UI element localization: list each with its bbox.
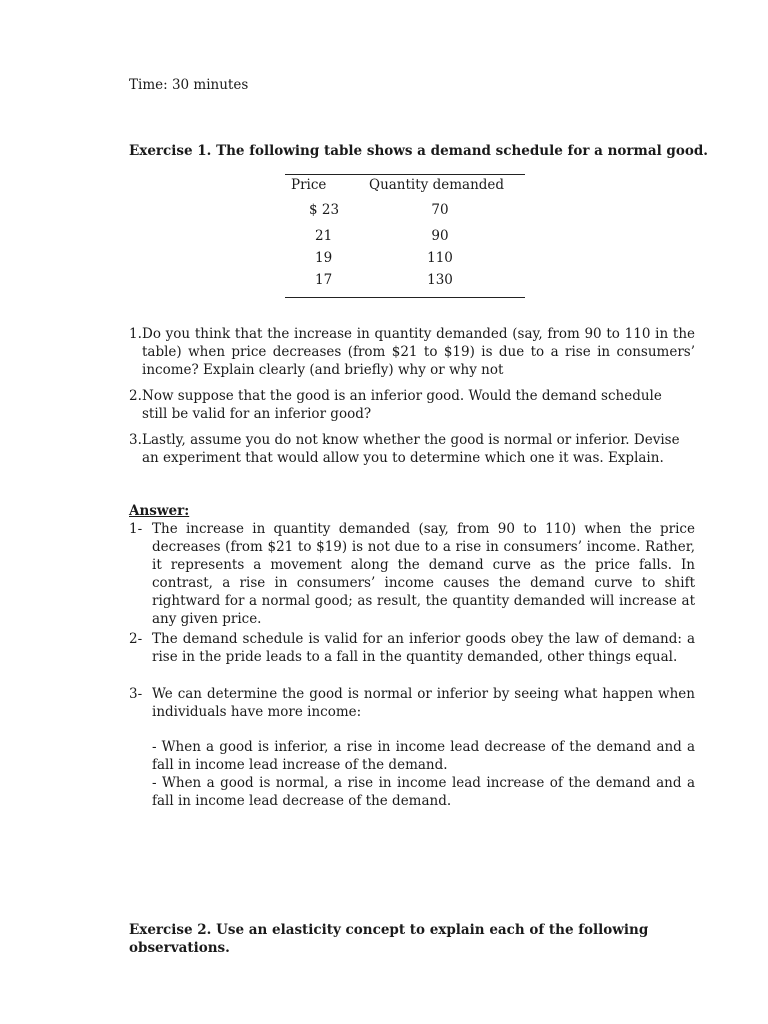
quantity-cell: 70 xyxy=(431,202,449,218)
demand-schedule-table xyxy=(285,174,525,298)
table-header-row xyxy=(285,175,525,195)
answer-heading: Answer: xyxy=(129,503,190,519)
question-item xyxy=(129,431,695,467)
exercise-1-questions xyxy=(129,325,695,475)
price-column-header: Price xyxy=(291,177,327,193)
price-cell: 17 xyxy=(315,272,333,288)
answer-bullet-normal: - When a good is normal, a rise in income lead increase of the demand and a fall in income lead decrease of the demand. xyxy=(152,775,695,809)
quantity-column-header: Quantity demanded xyxy=(369,177,505,193)
table-row xyxy=(285,195,525,221)
table-row xyxy=(285,221,525,243)
price-cell: 21 xyxy=(315,228,333,244)
question-item xyxy=(129,325,695,379)
answer-text: The increase in quantity demanded (say, from 90 to 110) when the price decreases (from $21 to $19) is not due to a rise in consumers’ income. Rather, it represents a movement along the demand curve as the price falls. In contrast, a rise in consumers’ income causes the demand curve to shift rightward for a normal good; as result, the quantity demanded will increase at any given price. xyxy=(152,521,695,627)
exercise-2-heading: Exercise 2. Use an elasticity concept to explain each of the following observations. xyxy=(129,922,649,956)
exercise-1-heading: Exercise 1. The following table shows a demand schedule for a normal good. xyxy=(129,143,708,159)
question-text: Lastly, assume you do not know whether the good is normal or inferior. Devise an experiment that would allow you to determine which one it was. Explain. xyxy=(142,432,680,466)
answer-item xyxy=(129,630,695,666)
price-cell: 19 xyxy=(315,250,333,266)
table-bottom-rule xyxy=(285,297,525,298)
question-number: 1. xyxy=(129,326,142,342)
question-item xyxy=(129,387,695,423)
answer-item xyxy=(129,685,695,721)
quantity-cell: 90 xyxy=(431,228,449,244)
question-number: 3. xyxy=(129,432,142,448)
question-number: 2. xyxy=(129,388,142,404)
price-cell: $ 23 xyxy=(309,202,340,218)
question-text: Now suppose that the good is an inferior good. Would the demand schedule still be valid for an inferior good? xyxy=(142,388,662,422)
quantity-cell: 110 xyxy=(427,250,453,266)
time-limit-text: Time: 30 minutes xyxy=(129,77,249,93)
quantity-cell: 130 xyxy=(427,272,453,288)
table-row xyxy=(285,243,525,265)
answer-number: 3- xyxy=(129,686,143,702)
answer-number: 1- xyxy=(129,521,143,537)
answer-text: We can determine the good is normal or inferior by seeing what happen when individuals have more income: xyxy=(152,686,695,720)
answer-item xyxy=(129,520,695,628)
answer-text: The demand schedule is valid for an inferior goods obey the law of demand: a rise in the pride leads to a fall in the quantity demanded, other things equal. xyxy=(152,631,695,665)
question-text: Do you think that the increase in quantity demanded (say, from 90 to 110 in the table) when price decreases (from $21 to $19) is due to a rise in consumers’ income? Explain clearly (and briefly) why or why not xyxy=(142,326,695,378)
table-row xyxy=(285,265,525,289)
answer-number: 2- xyxy=(129,631,143,647)
answer-bullet-inferior: - When a good is inferior, a rise in income lead decrease of the demand and a fall in income lead increase of the demand. xyxy=(152,739,695,773)
